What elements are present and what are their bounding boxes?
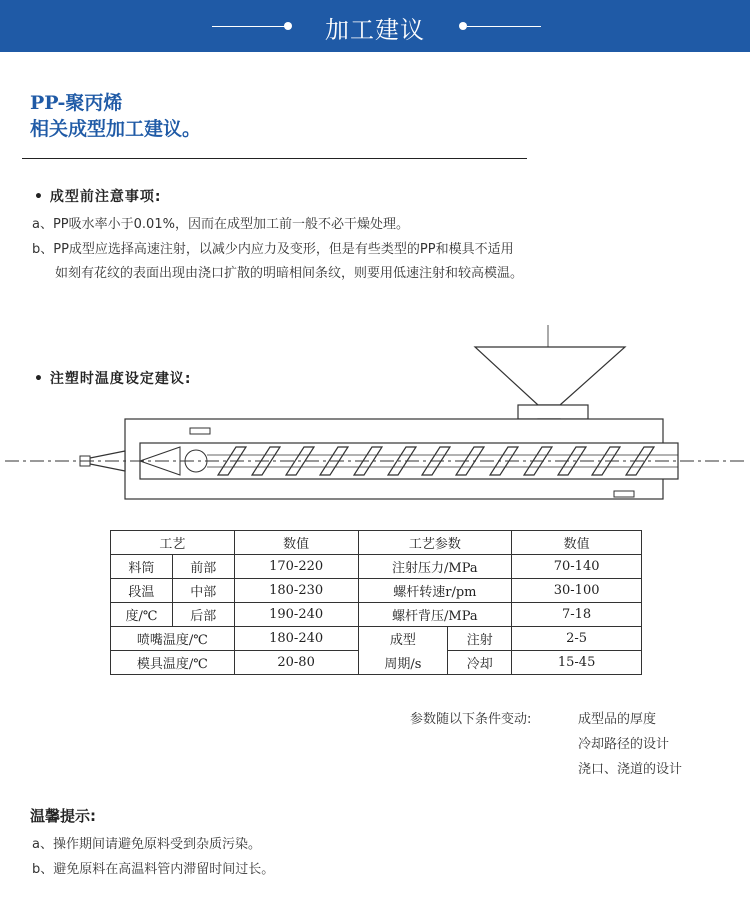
param-injection-pressure-value: 70-140 <box>512 555 642 579</box>
heater-band-1 <box>190 428 210 434</box>
nozzle-temp-value: 180-240 <box>234 627 358 651</box>
param-injection-pressure: 注射压力/MPa <box>358 555 512 579</box>
table-row <box>111 651 642 675</box>
hopper-neck <box>518 405 588 419</box>
inject-time-label: 注射 <box>448 627 512 651</box>
heading-divider <box>22 158 527 159</box>
tip-item-b: b、避免原料在高温料管内滞留时间过长。 <box>32 862 275 877</box>
heading-line-2: 相关成型加工建议。 <box>30 118 202 140</box>
zone-front: 前部 <box>172 555 234 579</box>
table-header-row <box>111 531 642 555</box>
param-screw-speed: 螺杆转速r/pm <box>358 579 512 603</box>
param-back-pressure: 螺杆背压/MPa <box>358 603 512 627</box>
pre-molding-title: • 成型前注意事项: <box>34 189 162 205</box>
banner-title: 加工建议 <box>325 16 425 44</box>
header-value-2: 数值 <box>512 531 642 555</box>
barrel-label-1: 料筒 <box>111 555 173 579</box>
param-screw-speed-value: 30-100 <box>512 579 642 603</box>
inject-time-value: 2-5 <box>512 627 642 651</box>
pre-molding-item-b-cont: 如刻有花纹的表面出现由浇口扩散的明暗相间条纹，则要用低速注射和较高模温。 <box>55 266 524 281</box>
table-row <box>111 579 642 603</box>
hopper-funnel <box>475 347 625 405</box>
variation-item-1: 成型品的厚度 <box>578 712 657 727</box>
zone-rear: 后部 <box>172 603 234 627</box>
table-row <box>111 603 642 627</box>
temp-section-title: • 注塑时温度设定建议: <box>34 371 192 387</box>
variation-item-2: 冷却路径的设计 <box>578 737 670 752</box>
heading-line-1: PP-聚丙烯 <box>30 92 123 114</box>
cycle-label-1: 成型 <box>358 627 448 651</box>
heater-band-2 <box>614 491 634 497</box>
header-value-1: 数值 <box>234 531 358 555</box>
header-banner <box>0 0 750 52</box>
param-back-pressure-value: 7-18 <box>512 603 642 627</box>
variation-label: 参数随以下条件变动: <box>410 712 532 727</box>
zone-middle-value: 180-230 <box>234 579 358 603</box>
banner-line-left <box>212 26 286 27</box>
cool-time-value: 15-45 <box>512 651 642 675</box>
header-process-param: 工艺参数 <box>358 531 512 555</box>
tip-item-a: a、操作期间请避免原料受到杂质污染。 <box>32 837 261 852</box>
tips-title: 温馨提示: <box>30 807 96 825</box>
mold-temp-label: 模具温度/℃ <box>111 651 235 675</box>
banner-dot-left <box>284 22 292 30</box>
table-row <box>111 627 642 651</box>
zone-front-value: 170-220 <box>234 555 358 579</box>
mold-temp-value: 20-80 <box>234 651 358 675</box>
injection-machine-diagram <box>0 325 750 505</box>
table-row <box>111 555 642 579</box>
variation-item-3: 浇口、浇道的设计 <box>578 762 683 777</box>
zone-middle: 中部 <box>172 579 234 603</box>
pre-molding-item-b: b、PP成型应选择高速注射，以减少内应力及变形，但是有些类型的PP和模具不适用 <box>32 242 514 257</box>
barrel-label-2: 段温 <box>111 579 173 603</box>
banner-line-right <box>467 26 541 27</box>
process-parameter-table <box>110 530 642 675</box>
zone-rear-value: 190-240 <box>234 603 358 627</box>
cycle-label-2: 周期/s <box>358 651 448 675</box>
header-process: 工艺 <box>111 531 235 555</box>
cool-time-label: 冷却 <box>448 651 512 675</box>
barrel-label-3: 度/℃ <box>111 603 173 627</box>
pre-molding-item-a: a、PP吸水率小于0.01%，因而在成型加工前一般不必干燥处理。 <box>32 217 409 232</box>
banner-dot-right <box>459 22 467 30</box>
nozzle-temp-label: 喷嘴温度/℃ <box>111 627 235 651</box>
